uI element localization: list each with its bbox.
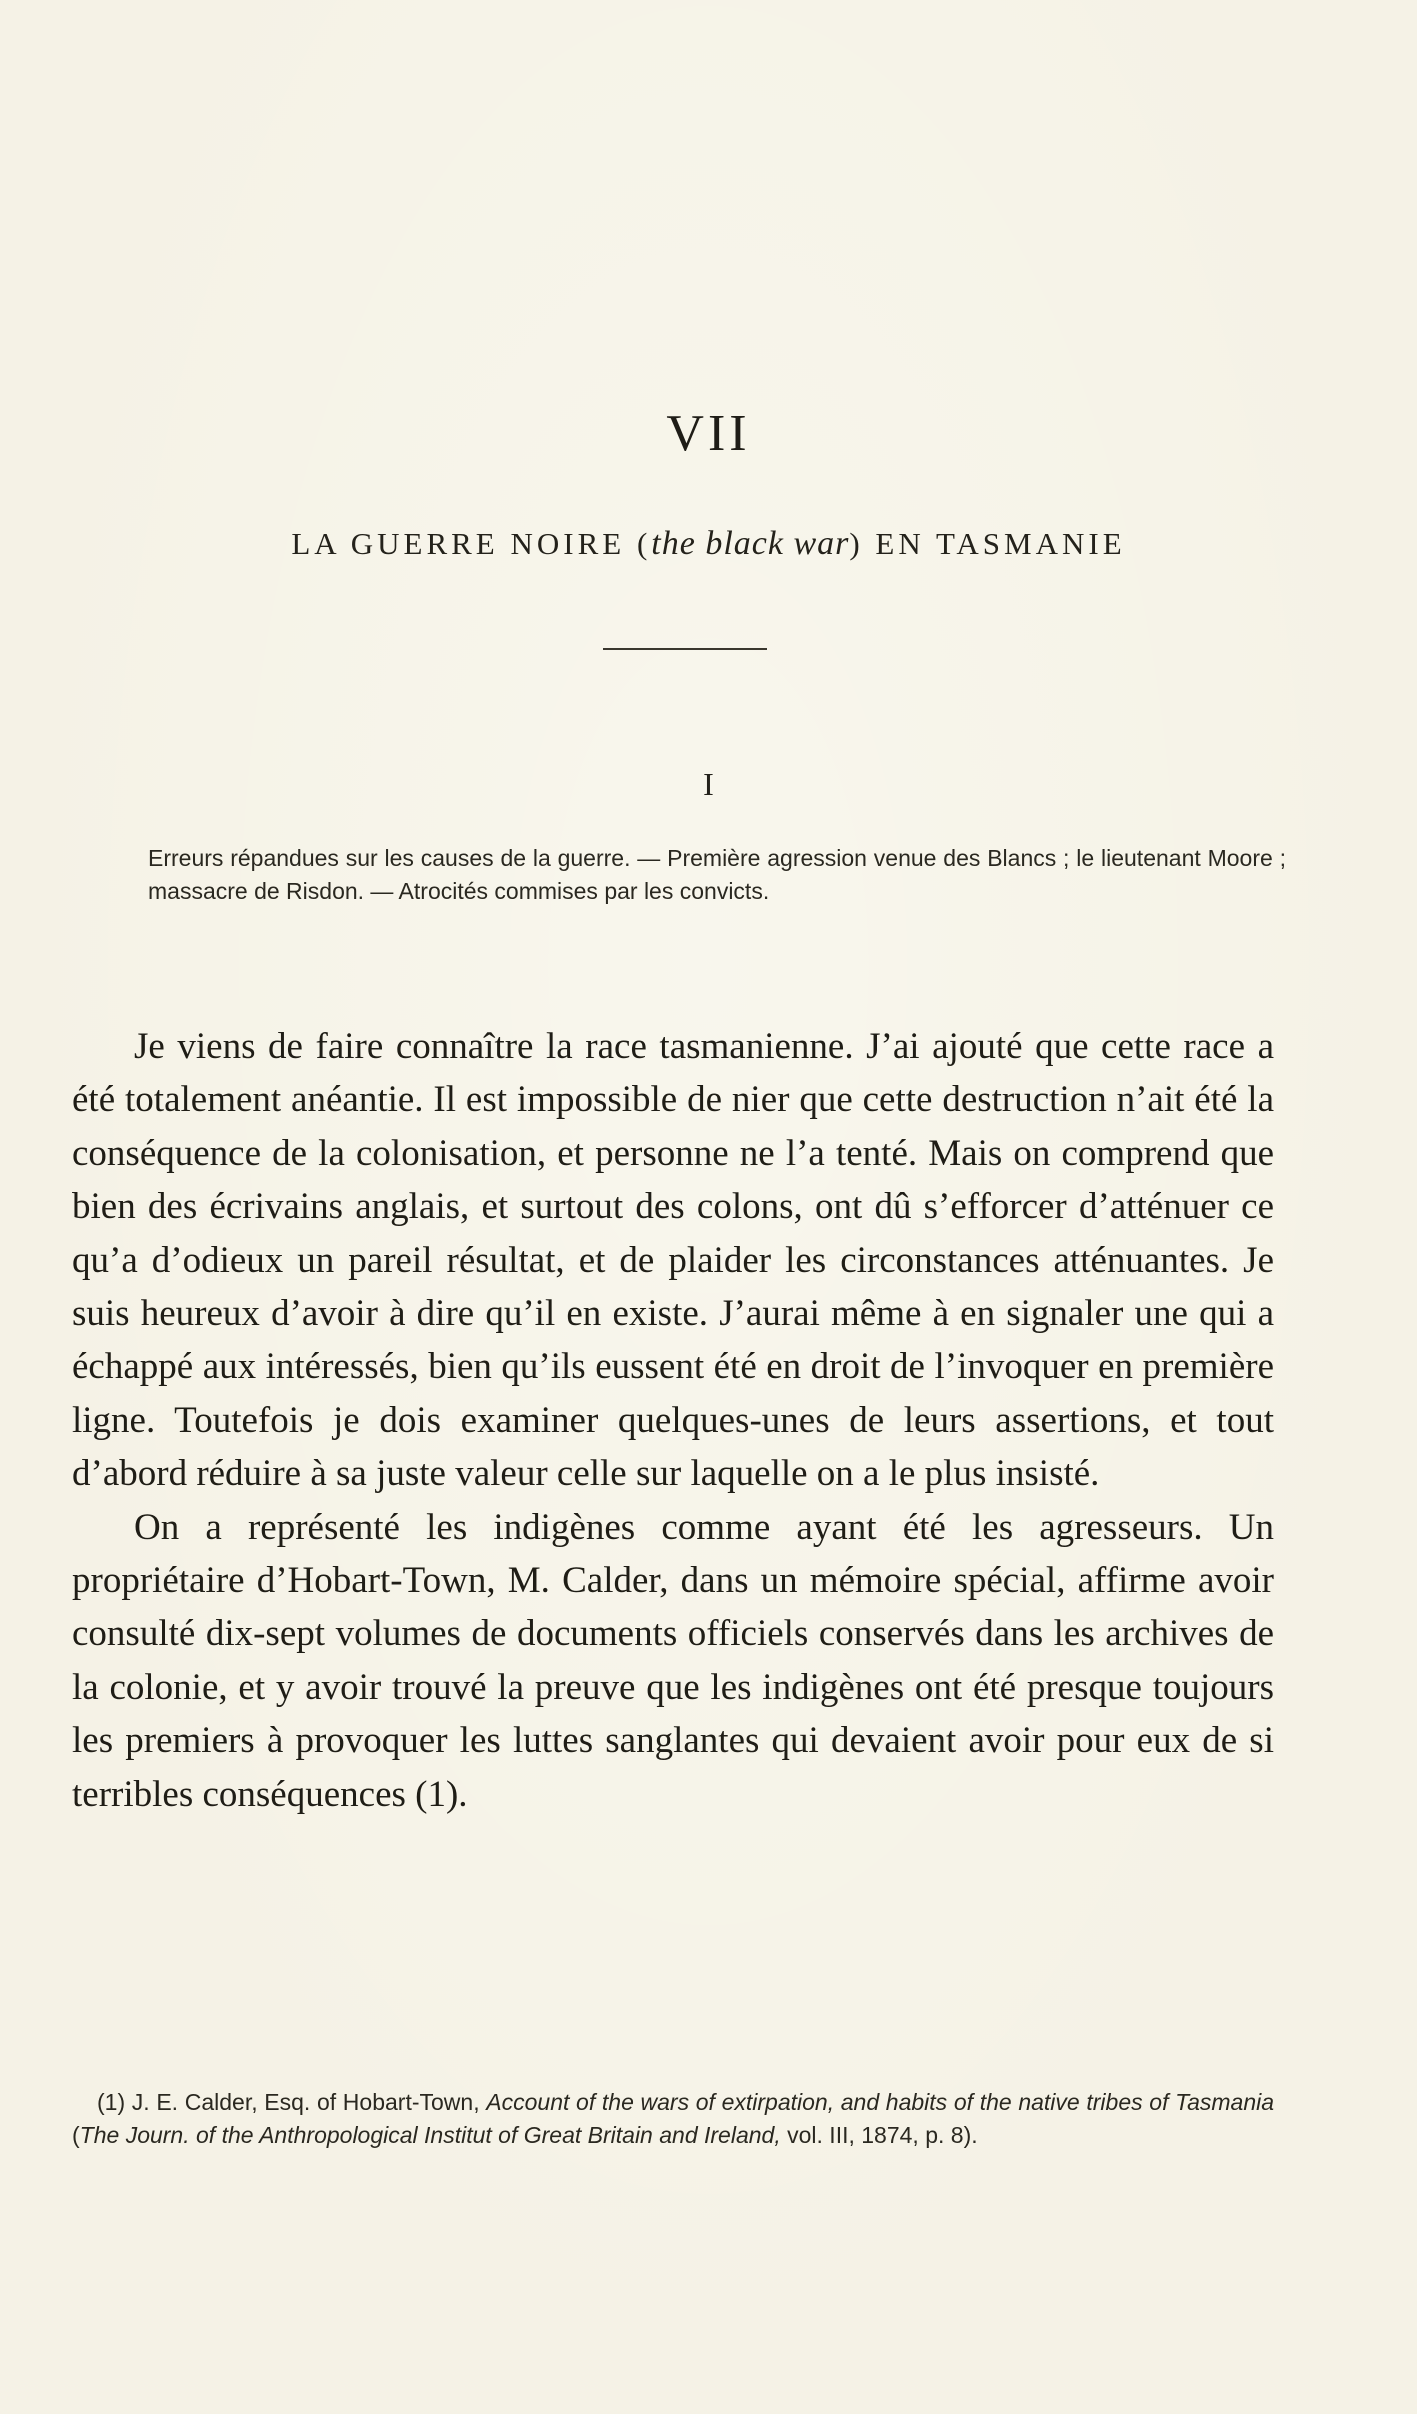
body-text [72, 1020, 1274, 1821]
chapter-title-italic: the black war [651, 525, 850, 562]
footnote-details: vol. III, 1874, p. 8). [787, 2122, 978, 2148]
footnote-open-paren: ( [72, 2122, 80, 2148]
footnote [72, 2086, 1274, 2152]
chapter-title-start: LA GUERRE NOIRE ( [291, 526, 652, 561]
chapter-number: VII [666, 405, 751, 462]
chapter-title-end: ) EN TASMANIE [849, 526, 1126, 561]
chapter-title [0, 524, 1417, 565]
title-divider [603, 648, 767, 650]
section-number: I [703, 766, 714, 802]
footnote-lead: (1) J. E. Calder, Esq. of Hobart-Town, [97, 2089, 480, 2115]
footnote-title: Account of the wars of extirpation, and habits of the native tribes of Tasmania [486, 2089, 1275, 2115]
section-summary: Erreurs répandues sur les causes de la guerre. — Première agression venue des Blancs ; le lieutenant Moore ; massacre de Risdon. — Atrocités commises par les convicts. [148, 845, 1286, 904]
footnote-journal: The Journ. of the Anthropological Institut of Great Britain and Ireland, [79, 2122, 781, 2148]
paragraph-2: On a représenté les indigènes comme ayant été les agresseurs. Un propriétaire d’Hobart-Town, M. Calder, dans un mémoire spécial, affirme avoir consulté dix-sept volumes de documents officiels conservés dans les archives de la colonie, et y avoir trouvé la preuve que les indigènes ont été presque toujours les premiers à provoquer les luttes sanglantes qui devaient avoir pour eux de si terribles conséquences (1). [72, 1506, 1274, 1815]
paragraph-1: Je viens de faire connaître la race tasmanienne. J’ai ajouté que cette race a été totalement anéantie. Il est impossible de nier que cette destruction n’ait été la conséquence de la colonisation, et personne ne l’a tenté. Mais on comprend que bien des écrivains anglais, et surtout des colons, ont dû s’efforcer d’atténuer ce qu’a d’odieux un pareil résultat, et de plaider les circonstances atténuantes. Je suis heureux d’avoir à dire qu’il en existe. J’aurai même à en signaler une qui a échappé aux intéressés, bien qu’ils eussent été en droit de l’invoquer en première ligne. Toutefois je dois examiner quelques-unes de leurs assertions, et tout d’abord réduire à sa juste valeur celle sur laquelle on a le plus insisté. [72, 1026, 1274, 1495]
